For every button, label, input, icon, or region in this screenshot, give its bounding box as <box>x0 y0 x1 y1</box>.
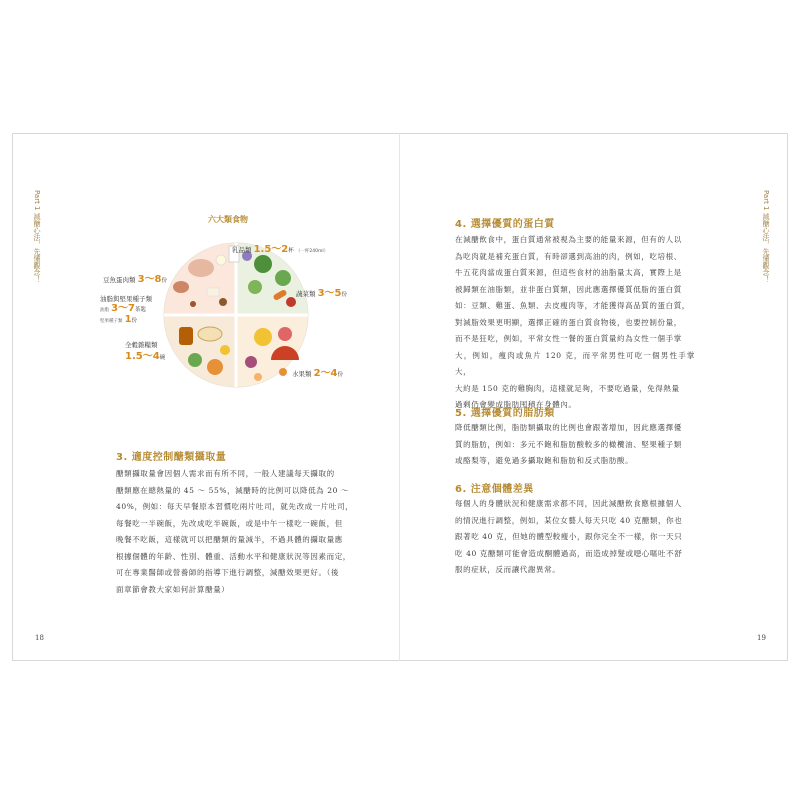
left-side-tab: Part 1 減醣心法，先懂觀念！ <box>33 190 41 283</box>
right-side-tab: Part 1 減醣心法，先懂觀念！ <box>762 190 770 283</box>
label-fruits: 水果類 2～4份 <box>292 368 344 379</box>
section-6-heading: 6. 注意個體差異 <box>455 484 534 495</box>
left-page-number: 18 <box>35 634 44 642</box>
label-vegetables: 蔬菜類 3～5份 <box>296 288 348 299</box>
section-5-body: 降低醣類比例，脂肪類攝取的比例也會跟著增加，因此應選擇優 質的脂肪，例如：多元不飽和脂肪酸較多的橄欖油、堅果種子類 或酪梨等，避免過多攝取飽和脂肪和反式脂肪酸。 <box>455 423 682 465</box>
right-page-number: 19 <box>757 634 766 642</box>
label-dairy: 乳品類 1.5～2杯 （一杯240ml） <box>232 244 329 255</box>
label-grains: 全穀雜糧類 1.5～4碗 <box>125 341 166 362</box>
label-oils: 油脂與堅果種子類 油脂 3～7茶匙 堅果種子類 1份 <box>100 295 152 325</box>
food-plate-illustration <box>163 242 309 388</box>
page-gutter <box>399 133 400 661</box>
section-5-heading: 5. 選擇優質的脂肪類 <box>455 408 555 419</box>
section-3-body: 醣類攝取量會因個人需求而有所不同，一般人建議每天攝取的 醣類應在總熱量的 45 ～ 55%，減醣時的比例可以降低為 20 ～ 40%，例如：每天早餐原本習慣吃兩片吐司，就先改成一片吐司， 每餐吃一半碗飯，先改成吃半碗飯，或是中午一樣吃一碗飯，但 晚餐不吃飯，這樣就可以把醣類的量減半，不過具體的攝取量應 根據個體的年齡、性別、體重、活動水平和健康狀況等因素而定， 可在專業醫師或營養師的指導下進行調整，減醣效果更好。（後 面章節會教大家如何計算醣量） <box>116 469 354 594</box>
section-6-body: 每個人的身體狀況和健康需求都不同，因此減醣飲食應根據個人 的情況進行調整，例如，某位女藝人每天只吃 40 克醣類，你也 跟著吃 40 克，但她的體型較瘦小，跟你完全不一樣，你一天只 吃 40 克醣類可能會造成酮體過高，而造成掉髮或噁心嘔吐不舒 服的症狀，反而讓代謝異常。 <box>455 499 683 574</box>
section-4-body: 在減醣飲食中，蛋白質通常被視為主要的能量來源，但有的人以 為吃肉就是補充蛋白質，有時卻選到高油的肉，例如，吃培根、 牛五花肉當成蛋白質來源，但這些食材的油脂量太高，實際上是 被歸類在油脂類，並非蛋白質類，因此應選擇優質低脂的蛋白質 如：豆類、雞蛋、魚類、去皮瘦肉等，才能獲得高品質的蛋白質， 對減脂效果更明顯，選擇正確的蛋白質食物後，也要控制份量， 而不是狂吃，例如，平常女性一餐的蛋白質量約為女性一個手掌 大，例如，瘦肉或魚片 120 克，而平常男性可吃一個男性手掌大， 大約是 150 克的雞胸肉，這樣就足夠，不要吃過量，免得熱量 過剩仍會變成脂肪囤積在身體內。 <box>455 235 695 409</box>
section-4-heading: 4. 選擇優質的蛋白質 <box>455 219 555 230</box>
chart-title: 六大類食物 <box>208 215 248 224</box>
label-protein: 豆魚蛋肉類 3～8份 <box>103 274 168 285</box>
section-3-heading: 3. 適度控制醣類攝取量 <box>116 452 227 463</box>
